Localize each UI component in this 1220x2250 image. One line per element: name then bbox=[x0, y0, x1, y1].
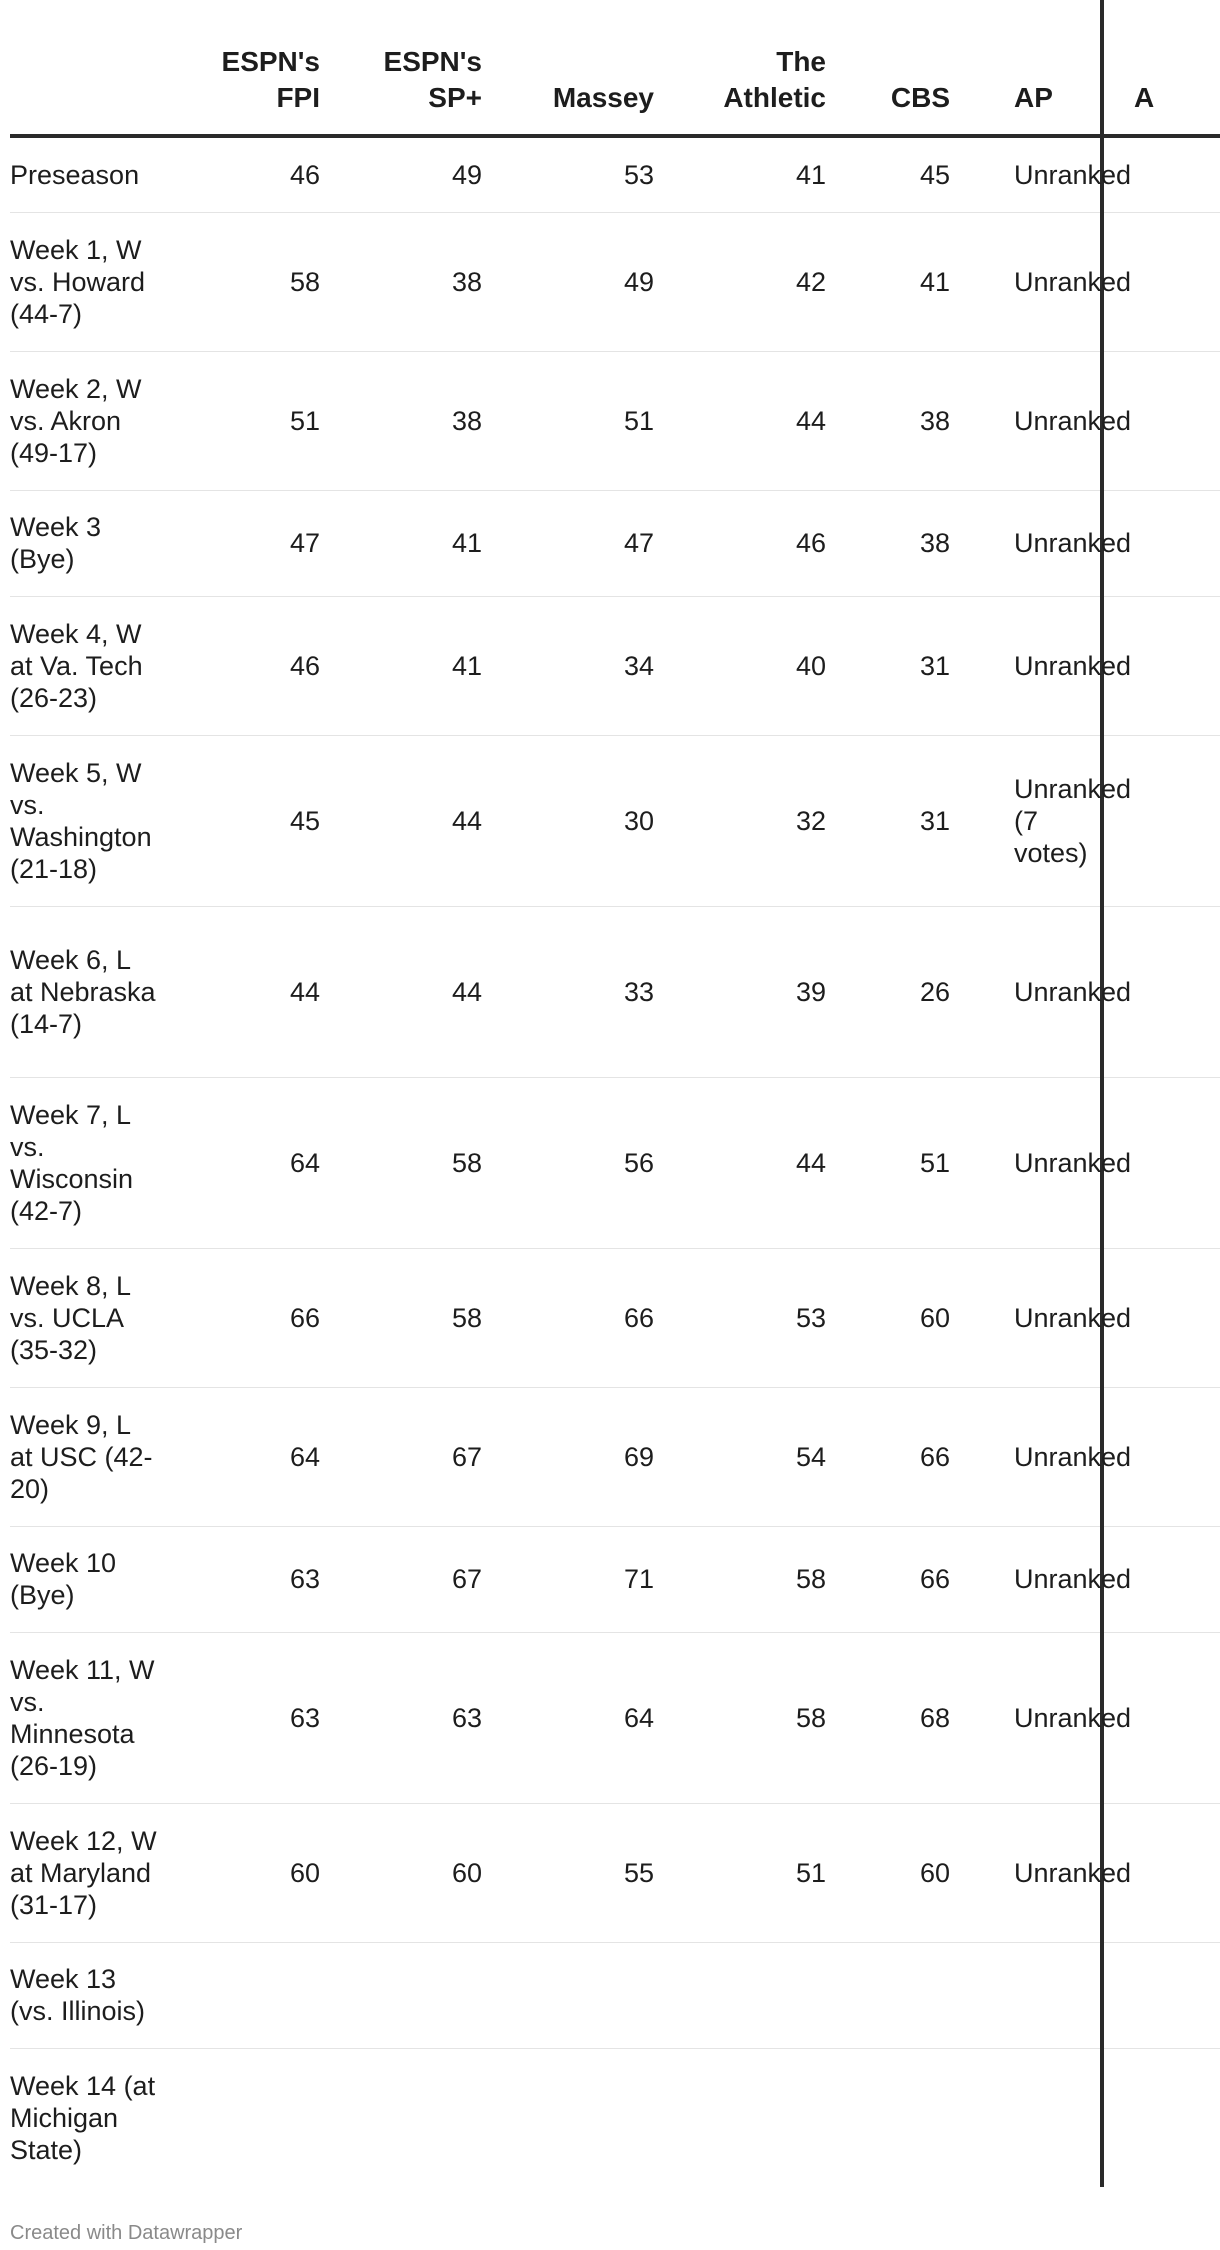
ap-cell: Unranked bbox=[950, 906, 1102, 1077]
fpi-cell: 64 bbox=[160, 1077, 320, 1248]
week-cell: Week 12, W at Maryland (31-17) bbox=[10, 1803, 160, 1942]
fpi-cell: 66 bbox=[160, 1248, 320, 1387]
sp-cell bbox=[320, 2048, 482, 2187]
table-row bbox=[10, 212, 1220, 351]
massey-cell: 69 bbox=[482, 1387, 654, 1526]
week-cell: Week 3 (Bye) bbox=[10, 490, 160, 596]
massey-cell: 71 bbox=[482, 1526, 654, 1632]
table-row bbox=[10, 596, 1220, 735]
header-the-athletic bbox=[654, 0, 826, 136]
fpi-cell: 51 bbox=[160, 351, 320, 490]
truncated-column-cell bbox=[1102, 1942, 1220, 2048]
massey-cell: 51 bbox=[482, 351, 654, 490]
header-ap: AP bbox=[950, 0, 1102, 136]
sp-cell: 38 bbox=[320, 212, 482, 351]
week-cell: Week 7, L vs. Wisconsin (42-7) bbox=[10, 1077, 160, 1248]
header-the-athletic-label: The Athletic bbox=[723, 46, 826, 113]
fpi-cell: 63 bbox=[160, 1632, 320, 1803]
fpi-cell: 45 bbox=[160, 735, 320, 906]
cbs-cell: 31 bbox=[826, 596, 950, 735]
ap-cell: Unranked (7 votes) bbox=[950, 735, 1102, 906]
fpi-cell bbox=[160, 2048, 320, 2187]
table-row bbox=[10, 906, 1220, 1077]
sp-cell: 41 bbox=[320, 596, 482, 735]
ap-cell: Unranked bbox=[950, 1632, 1102, 1803]
week-cell: Week 2, W vs. Akron (49-17) bbox=[10, 351, 160, 490]
massey-cell: 55 bbox=[482, 1803, 654, 1942]
truncated-column-cell bbox=[1102, 2048, 1220, 2187]
sp-cell: 67 bbox=[320, 1526, 482, 1632]
athletic-cell: 58 bbox=[654, 1526, 826, 1632]
table-row bbox=[10, 1248, 1220, 1387]
rankings-table-container bbox=[10, 0, 1220, 2250]
athletic-cell: 32 bbox=[654, 735, 826, 906]
truncated-column-cell bbox=[1102, 735, 1220, 906]
ap-cell: Unranked bbox=[950, 1803, 1102, 1942]
fpi-cell: 64 bbox=[160, 1387, 320, 1526]
table-row bbox=[10, 2048, 1220, 2187]
fpi-cell: 47 bbox=[160, 490, 320, 596]
week-cell: Week 9, L at USC (42-20) bbox=[10, 1387, 160, 1526]
cbs-cell: 60 bbox=[826, 1248, 950, 1387]
sp-cell bbox=[320, 1942, 482, 2048]
massey-cell: 64 bbox=[482, 1632, 654, 1803]
table-row bbox=[10, 735, 1220, 906]
datawrapper-credit: Created with Datawrapper bbox=[10, 2222, 243, 2244]
massey-cell: 49 bbox=[482, 212, 654, 351]
sp-cell: 44 bbox=[320, 906, 482, 1077]
ap-cell: Unranked bbox=[950, 212, 1102, 351]
athletic-cell: 39 bbox=[654, 906, 826, 1077]
sp-cell: 58 bbox=[320, 1077, 482, 1248]
table-row bbox=[10, 351, 1220, 490]
athletic-cell: 53 bbox=[654, 1248, 826, 1387]
fpi-cell: 46 bbox=[160, 136, 320, 212]
fpi-cell: 63 bbox=[160, 1526, 320, 1632]
week-cell: Week 1, W vs. Howard (44-7) bbox=[10, 212, 160, 351]
fpi-cell: 44 bbox=[160, 906, 320, 1077]
table-header-row bbox=[10, 0, 1220, 136]
cbs-cell: 51 bbox=[826, 1077, 950, 1248]
week-cell: Preseason bbox=[10, 136, 160, 212]
sp-cell: 44 bbox=[320, 735, 482, 906]
table-row bbox=[10, 1803, 1220, 1942]
massey-cell: 34 bbox=[482, 596, 654, 735]
table-body bbox=[10, 136, 1220, 2187]
ap-cell: Unranked bbox=[950, 136, 1102, 212]
ap-cell: Unranked bbox=[950, 1387, 1102, 1526]
week-cell: Week 10 (Bye) bbox=[10, 1526, 160, 1632]
cbs-cell: 45 bbox=[826, 136, 950, 212]
cbs-cell: 60 bbox=[826, 1803, 950, 1942]
sp-cell: 38 bbox=[320, 351, 482, 490]
header-week bbox=[10, 0, 160, 136]
athletic-cell: 44 bbox=[654, 351, 826, 490]
week-cell: Week 14 (at Michigan State) bbox=[10, 2070, 156, 2165]
massey-cell: 33 bbox=[482, 906, 654, 1077]
ap-cell: Unranked bbox=[950, 490, 1102, 596]
athletic-cell: 40 bbox=[654, 596, 826, 735]
cbs-cell bbox=[826, 2048, 950, 2187]
fpi-cell: 60 bbox=[160, 1803, 320, 1942]
week-cell: Week 13 (vs. Illinois) bbox=[10, 1942, 160, 2048]
athletic-cell: 41 bbox=[654, 136, 826, 212]
ap-cell: Unranked bbox=[950, 1248, 1102, 1387]
table-row bbox=[10, 1526, 1220, 1632]
week-cell: Week 11, W vs. Minnesota (26-19) bbox=[10, 1632, 160, 1803]
fpi-cell: 58 bbox=[160, 212, 320, 351]
cbs-cell: 41 bbox=[826, 212, 950, 351]
table-row bbox=[10, 490, 1220, 596]
header-espn-sp bbox=[320, 0, 482, 136]
cbs-cell: 38 bbox=[826, 490, 950, 596]
sp-cell: 67 bbox=[320, 1387, 482, 1526]
cbs-cell bbox=[826, 1942, 950, 2048]
header-espn-sp-label: ESPN's SP+ bbox=[383, 46, 482, 113]
ap-cell bbox=[950, 2048, 1102, 2187]
cbs-cell: 66 bbox=[826, 1526, 950, 1632]
week-cell: Week 8, L vs. UCLA (35-32) bbox=[10, 1248, 160, 1387]
header-espn-fpi-label: ESPN's FPI bbox=[221, 46, 320, 113]
athletic-cell: 54 bbox=[654, 1387, 826, 1526]
header-espn-fpi bbox=[160, 0, 320, 136]
athletic-cell: 46 bbox=[654, 490, 826, 596]
ap-cell: Unranked bbox=[950, 1526, 1102, 1632]
sp-cell: 58 bbox=[320, 1248, 482, 1387]
cbs-cell: 66 bbox=[826, 1387, 950, 1526]
athletic-cell: 51 bbox=[654, 1803, 826, 1942]
athletic-cell: 42 bbox=[654, 212, 826, 351]
table-row bbox=[10, 1387, 1220, 1526]
massey-cell: 56 bbox=[482, 1077, 654, 1248]
table-row bbox=[10, 1077, 1220, 1248]
massey-cell bbox=[482, 1942, 654, 2048]
massey-cell: 30 bbox=[482, 735, 654, 906]
week-cell: Week 5, W vs. Washington (21-18) bbox=[10, 735, 160, 906]
header-cbs: CBS bbox=[826, 0, 950, 136]
ap-cell: Unranked bbox=[950, 596, 1102, 735]
cbs-cell: 68 bbox=[826, 1632, 950, 1803]
sp-cell: 49 bbox=[320, 136, 482, 212]
athletic-cell bbox=[654, 2048, 826, 2187]
massey-cell bbox=[482, 2048, 654, 2187]
cbs-cell: 38 bbox=[826, 351, 950, 490]
fpi-cell bbox=[160, 1942, 320, 2048]
week-cell: Week 4, W at Va. Tech (26-23) bbox=[10, 596, 160, 735]
table-row bbox=[10, 136, 1220, 212]
athletic-cell: 58 bbox=[654, 1632, 826, 1803]
table-row bbox=[10, 1942, 1220, 2048]
sp-cell: 63 bbox=[320, 1632, 482, 1803]
massey-cell: 53 bbox=[482, 136, 654, 212]
cbs-cell: 31 bbox=[826, 735, 950, 906]
table-row bbox=[10, 1632, 1220, 1803]
header-truncated: A bbox=[1102, 0, 1220, 136]
cbs-cell: 26 bbox=[826, 906, 950, 1077]
athletic-cell: 44 bbox=[654, 1077, 826, 1248]
ap-cell: Unranked bbox=[950, 351, 1102, 490]
sp-cell: 60 bbox=[320, 1803, 482, 1942]
ap-cell bbox=[950, 1942, 1102, 2048]
rankings-table bbox=[10, 0, 1220, 2187]
sp-cell: 41 bbox=[320, 490, 482, 596]
athletic-cell bbox=[654, 1942, 826, 2048]
massey-cell: 47 bbox=[482, 490, 654, 596]
fpi-cell: 46 bbox=[160, 596, 320, 735]
week-cell: Week 6, L at Nebraska (14-7) bbox=[10, 906, 160, 1077]
massey-cell: 66 bbox=[482, 1248, 654, 1387]
ap-cell: Unranked bbox=[950, 1077, 1102, 1248]
header-massey: Massey bbox=[482, 0, 654, 136]
